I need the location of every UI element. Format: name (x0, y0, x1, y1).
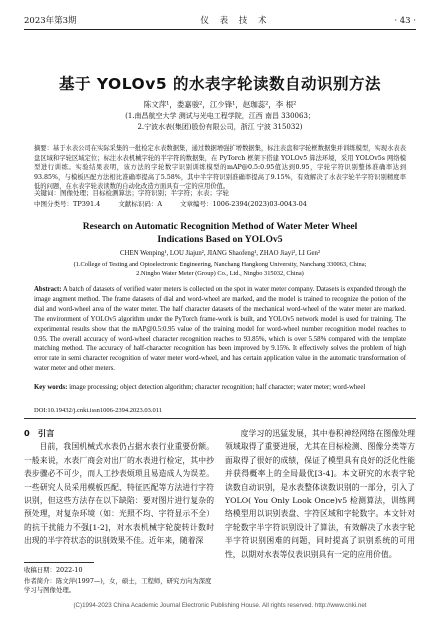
affiliation-english-2: 2.Ningbo Water Meter (Group) Co., Ltd., Ningbo 315032, China) (136, 270, 304, 277)
keywords-chinese-row (34, 188, 406, 197)
document-code: 文献标识码：A (118, 200, 163, 208)
doi: DOI:10.19432/j.cnki.issn1006-2394.2023.03.011 (34, 407, 162, 414)
title-english-line-2: Indications Based on YOLOv5 (157, 234, 283, 245)
body-right-column (225, 427, 415, 561)
keywords-english-label: Key words: (34, 384, 68, 391)
page-number: · 43 · (394, 16, 416, 26)
affiliation-chinese-1: (1.南昌航空大学 测试与光电工程学院，江西 南昌 330063； (125, 112, 315, 120)
journal-name: 仪 表 技 术 (200, 16, 271, 26)
body-paragraph-left: 目前，我国机械式水表仍占据水表行业重要份额。一般来说，水表厂商会对出厂的水表进行检定，其中抄表步骤必不可少，而人工抄表烦琐且易造成人为误差。一些研究人员采用模板匹配、特征匹配等方法进行字符识别，但这些方法存在以下缺陷：要对图片进行复杂的预处理，对复杂环境（如：光照不均、字符显示不全）的抗干扰能力不强[1-2]，对水表机械字轮旋转计数时出现的半字符状态的识别效果不佳。近年来，随着深 (24, 442, 214, 546)
footnote-divider (24, 562, 94, 563)
keywords-english (34, 383, 406, 393)
running-header (24, 12, 416, 30)
authors-english: CHEN Wenping¹, LOU Jiajun², JIANG Shaofeng¹, ZHAO Jiayi², LI Gen² (120, 250, 320, 257)
issue-label: 2023年第3期 (24, 16, 77, 26)
body-paragraph-right: 度学习的迅猛发展，其中卷积神经网络在图像处理领域取得了重要进展，尤其在目标检测、图像分类等方面取得了很好的成绩，保证了模型具有良好的泛化性能并获得概率上的全局最优[3-4]。本文研究的水表字轮读数自动识别，是水表整体读数识别的一部分，引入了 YOLO( You Only Look Once)v5 检测算法，训练网络模型用以识别表盘、字符区域和字轮数字。本文针对字轮数字半字符识别设计了算法，有效解决了水表字轮半字符识别困难的问题，同时提高了识别系统的可用性，以期对水表等仪表识别具有一定的应用价值。 (225, 429, 415, 559)
author-biography: 作者简介：陈文萍(1997—)，女，硕士，工程师，研究方向为深度学习与图像处理。 (24, 577, 212, 595)
abstract-english (34, 285, 406, 374)
title-chinese: 基于 YOLOv5 的水表字轮读数自动识别方法 (58, 75, 382, 93)
keywords-english-text: image processing; object detection algorithm; character recognition; half character; water meter; word-wheel (67, 384, 366, 391)
article-number: 文章编号：1006-2394(2023)03-0043-04 (180, 200, 307, 208)
abstract-english-label: Abstract: (34, 286, 62, 293)
section-heading-introduction: 0 引言 (24, 428, 55, 438)
clc-number: 中图分类号：TP391.4 (34, 200, 101, 208)
affiliation-chinese-2: 2.宁波水表(集团)股份有限公司，浙江 宁波 315032) (137, 123, 303, 131)
abstract-english-text: A batch of datasets of verified water meters is collected on the spot in water meter company. Datasets is expanded through the image augment method. The frame datasets of dial and word-wheel are marked, and the model is trained to recognize the potion of the dial and word-wheel area of the water meter. The half character datasets of the mechanical word-wheel of the water meter are marked. The environment of YOLOv5 algorithm under the PyTorch frame-work is built, and YOLOv5 network model is used for training. The experimental results show that the mAP@0.5:0.95 value of the training model for word-wheel number recognition model reaches to 0.95. The overall accuracy of word-wheel character recognition reaches to 93.85%, which is over 5.58% compared with the template matching method. The accuracy of half-character recognition has been improved by 9.15%. It effectively solves the problem of high error rate in semi character recognition of water meter word-wheel, and has certain application value in the automatic transformation of water meter and other meters. (34, 286, 406, 373)
keywords-chinese: 关键词：图像处理；目标检测算法；字符识别；半字符；水表；字轮 (34, 189, 229, 197)
title-english (0, 220, 440, 246)
title-english-line-1: Research on Automatic Recognition Method of Water Meter Wheel (82, 221, 358, 232)
copyright-notice: (C)1994-2023 China Academic Journal Electronic Publishing House. All rights reserved. http://www.cnki.net (73, 602, 367, 609)
authors-chinese: 陈文萍¹，娄嘉骏²，江少锋¹，赵珈蕊²，李 根² (143, 100, 297, 109)
body-left-column (24, 427, 214, 548)
classification-row (34, 199, 406, 208)
divider (24, 418, 416, 419)
affiliation-english-1: (1.College of Testing and Optoelectronic Engineering, Nanchang Hangkong University, Nanchang 330063, China; (73, 261, 367, 268)
abstract-chinese: 摘要：基于水表公司在实际采集的一批检定水表数据集，通过数据增强扩增数据集，标注表盘和字轮框数据集并训练模型，实现水表表盘区域和字轮区域定位；标注水表机械字轮的半字符的数据集，在 PyTorch 框架下搭建 YOLOv5 算法环境，采用 YOLOv5s 网络模型进行训练。实验结果表明，该方法的字轮数字识别训练模型的mAP@0.5:0.95值达到0.95，字轮字符识别整体准确率达到93.85%，与模板匹配方法相比准确率提高了5.58%，其中半字符识别准确率提高了9.15%，有效解决了水表字轮半字符识别精度率低的问题，在水表字轮表读数的自动化改造方面具有一定的应用价值。 (34, 145, 406, 191)
received-date: 收稿日期：2022-10 (24, 566, 83, 574)
